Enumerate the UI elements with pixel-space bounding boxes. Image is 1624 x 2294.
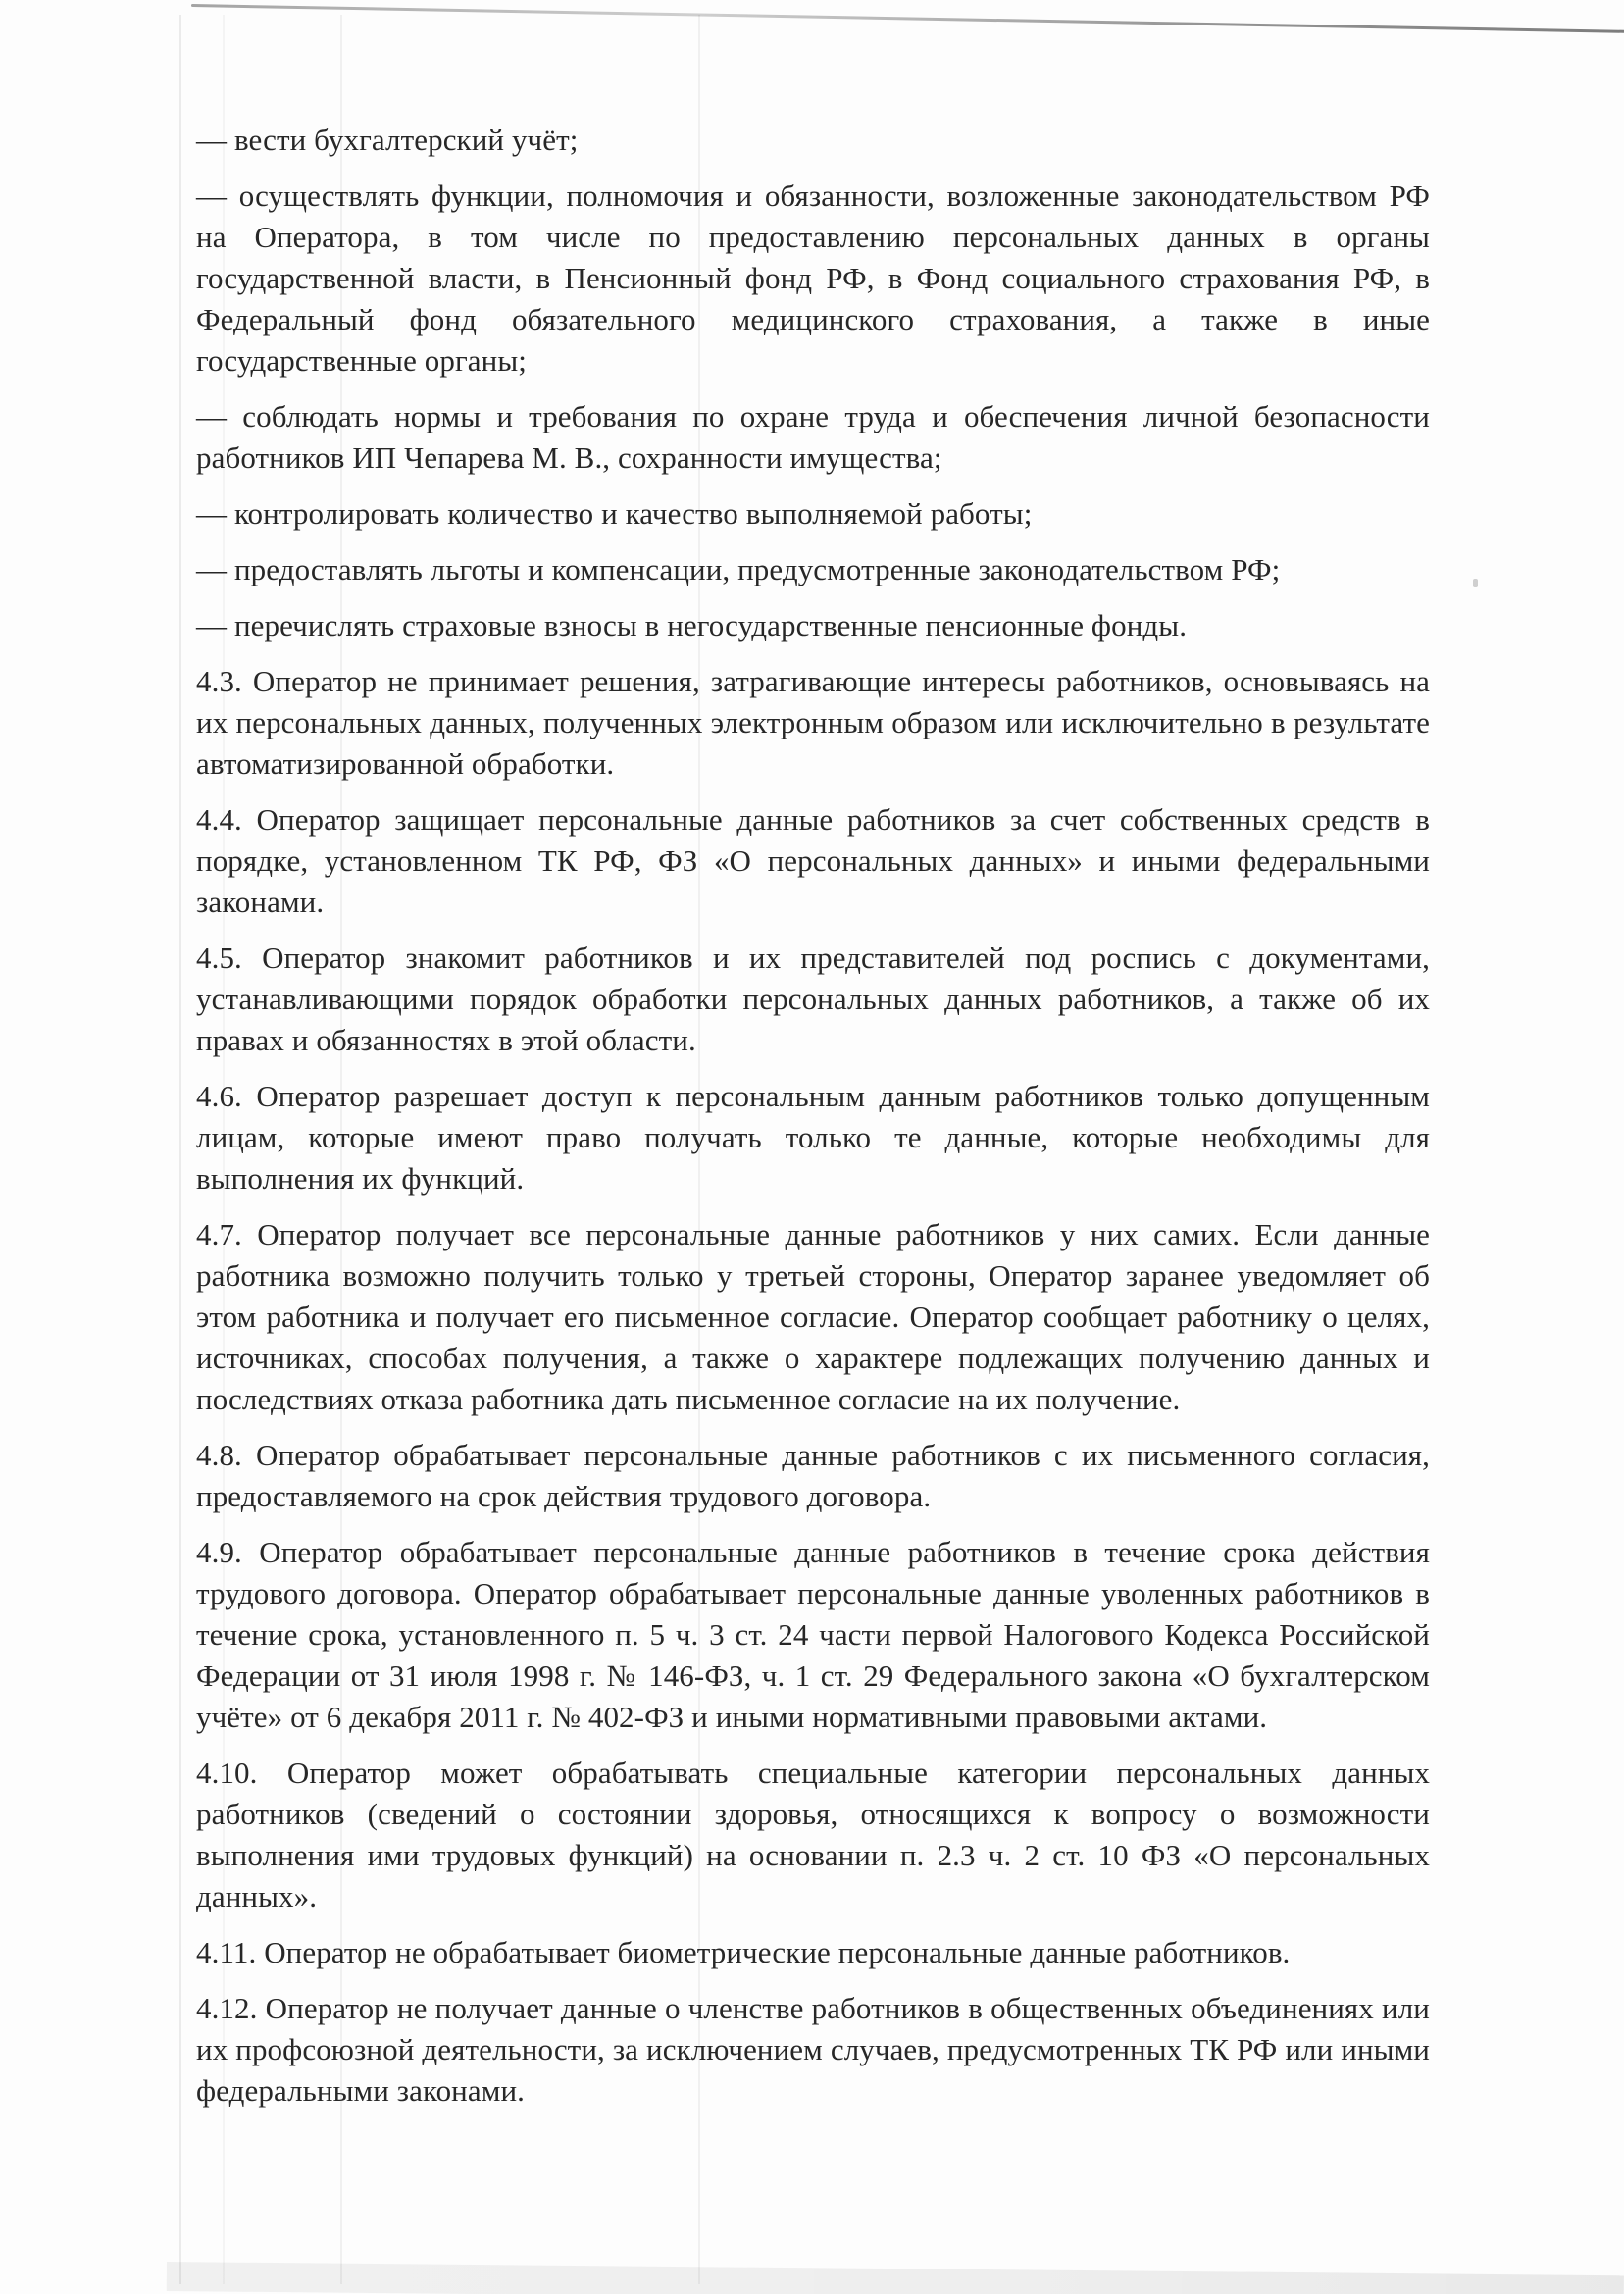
clause-4-10: 4.10. Оператор может обрабатывать специальные категории персональных данных работников (сведений о состоянии здоровья, относящихся к вопросу о возможности выполнения ими трудовых функций) на основании п. 2.3 ч. 2 ст. 10 ФЗ «О персональных данных». — [196, 1756, 1430, 1913]
clause-4-7: 4.7. Оператор получает все персональные данные работников у них самих. Если данные работника возможно получить только у третьей стороны, Оператор заранее уведомляет об этом работника и получает его письменное согласие. Оператор сообщает работнику о целях, источниках, способах получения, а также о характере подлежащих получению данных и последствиях отказа работника дать письменное согласие на их получение. — [196, 1217, 1430, 1416]
list-item-dash-6: — перечислять страховые взносы в негосударственные пенсионные фонды. — [196, 608, 1188, 642]
list-item-dash-3: — соблюдать нормы и требования по охране труда и обеспечения личной безопасности работников ИП Чепарева М. В., сохранности имущества; — [196, 399, 1430, 475]
clause-4-12: 4.12. Оператор не получает данные о членстве работников в общественных объединениях или их профсоюзной деятельности, за исключением случаев, предусмотренных ТК РФ или иными федеральными законами. — [196, 1991, 1430, 2108]
clause-4-11: 4.11. Оператор не обрабатывает биометрические персональные данные работников. — [196, 1935, 1291, 1969]
clause-4-8: 4.8. Оператор обрабатывает персональные данные работников с их письменного согласия, предоставляемого на срок действия трудового договора. — [196, 1438, 1430, 1513]
list-item-dash-1: — вести бухгалтерский учёт; — [196, 123, 579, 157]
clause-4-5: 4.5. Оператор знакомит работников и их представителей под роспись с документами, устанавливающими порядок обработки персональных данных работников, а также об их правах и обязанностях в этой области. — [196, 941, 1430, 1057]
scan-artifact-bottom-shadow — [167, 2262, 1624, 2294]
scan-artifact-vertical-streak — [179, 15, 181, 2284]
list-item-dash-5: — предоставлять льготы и компенсации, предусмотренные законодательством РФ; — [196, 552, 1281, 586]
clause-4-4: 4.4. Оператор защищает персональные данные работников за счет собственных средств в порядке, установленном ТК РФ, ФЗ «О персональных данных» и иными федеральными законами. — [196, 802, 1430, 919]
list-item-dash-2: — осуществлять функции, полномочия и обязанности, возложенные законодательством РФ на Оператора, в том числе по предоставлению персональных данных в органы государственной власти, в Пенсионный фонд РФ, в Фонд социального страхования РФ, в Федеральный фонд обязательного медицинского страхования, а также в иные государственные органы; — [196, 178, 1430, 378]
scan-artifact-top-edge-line — [191, 4, 1624, 33]
clause-4-3: 4.3. Оператор не принимает решения, затрагивающие интересы работников, основываясь на их персональных данных, полученных электронным образом или исключительно в результате автоматизированной обработки. — [196, 664, 1430, 781]
document-text-column — [196, 120, 1430, 2126]
list-item-dash-4: — контролировать количество и качество выполняемой работы; — [196, 496, 1033, 531]
scan-artifact-speck — [1473, 579, 1478, 587]
clause-4-6: 4.6. Оператор разрешает доступ к персональным данным работников только допущенным лицам, которые имеют право получать только те данные, которые необходимы для выполнения их функций. — [196, 1079, 1430, 1196]
clause-4-9: 4.9. Оператор обрабатывает персональные данные работников в течение срока действия трудового договора. Оператор обрабатывает персональные данные уволенных работников в течение срока, установленного п. 5 ч. 3 ст. 24 части первой Налогового Кодекса Российской Федерации от 31 июля 1998 г. № 146-ФЗ, ч. 1 ст. 29 Федерального закона «О бухгалтерском учёте» от 6 декабря 2011 г. № 402-ФЗ и иными нормативными правовыми актами. — [196, 1535, 1430, 1734]
